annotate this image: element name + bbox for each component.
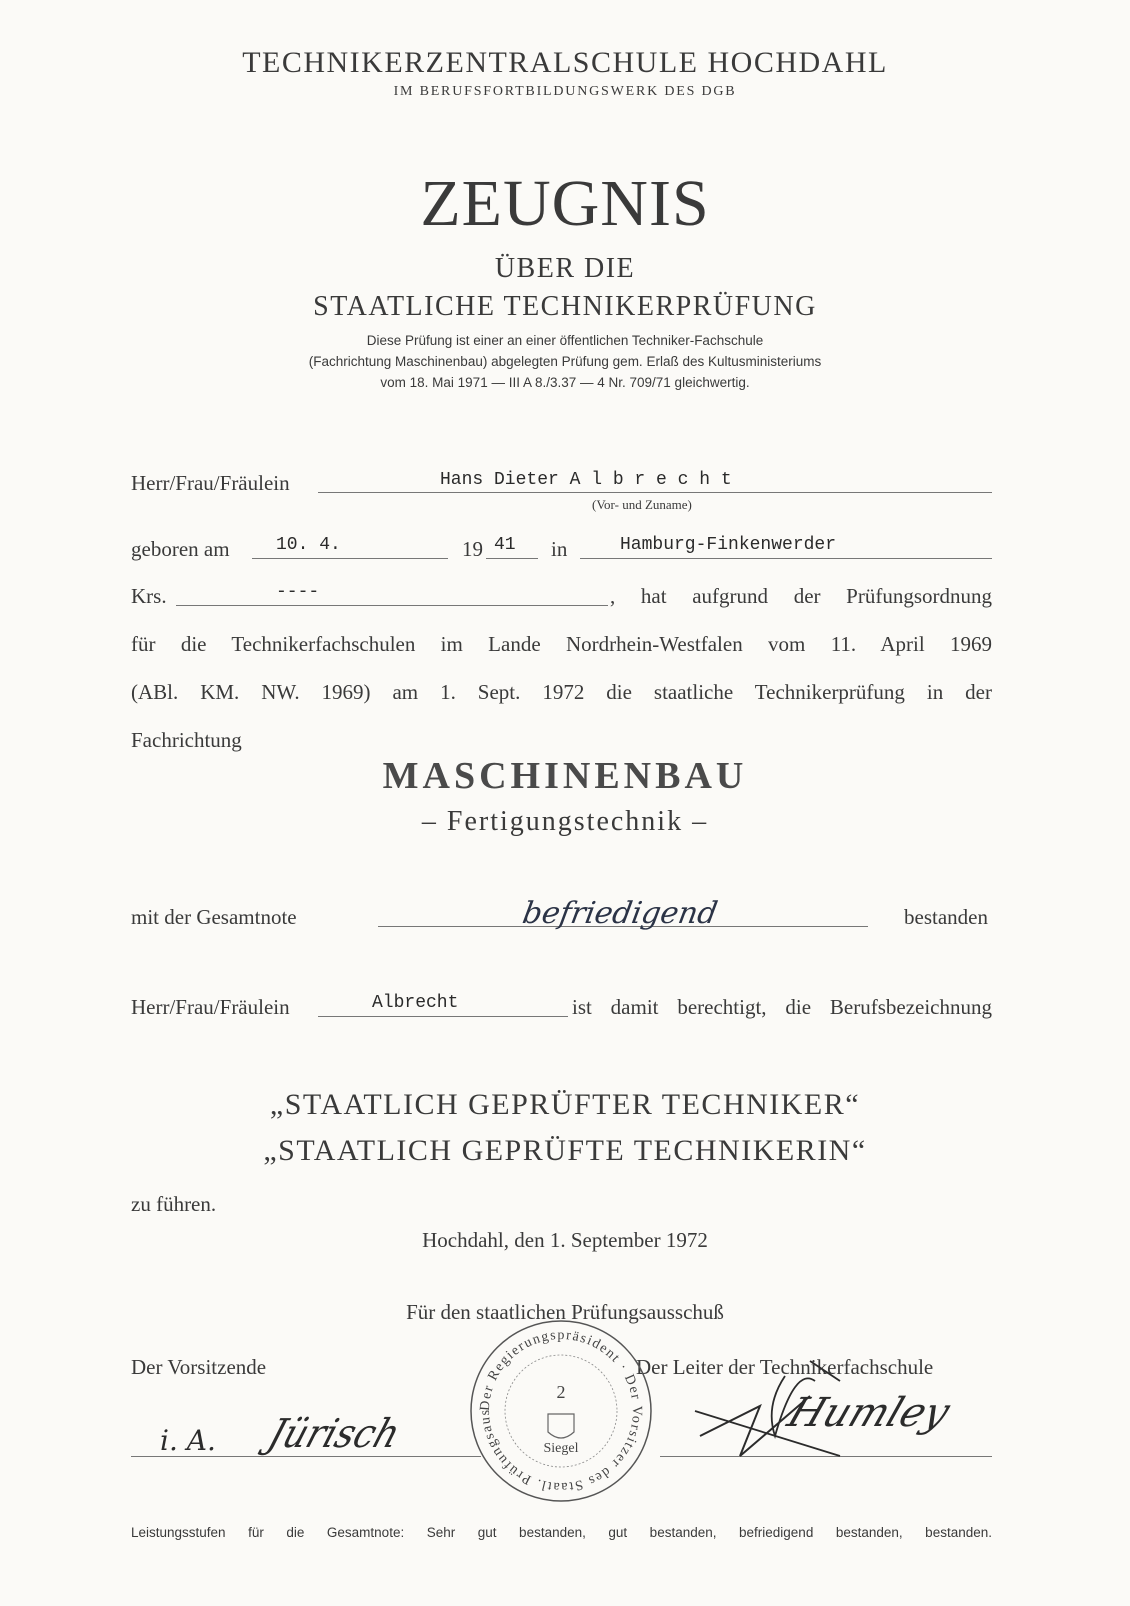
entitlement-label: Herr/Frau/Fräulein: [131, 995, 290, 1019]
notice-line-1: Diese Prüfung ist einer an einer öffentlichen Techniker-Fachschule: [366, 333, 764, 348]
notice-line-3: vom 18. Mai 1971 — III A 8./3.37 — 4 Nr. 709/71 gleichwertig.: [380, 375, 750, 390]
birthplace: Hamburg-Finkenwerder: [620, 535, 837, 555]
holder-surname: Albrecht: [372, 993, 459, 1013]
place-date: Hochdahl, den 1. September 1972: [422, 1228, 708, 1252]
born-day-month: 10. 4.: [276, 535, 341, 555]
committee-label: Für den staatlichen Prüfungsausschuß: [406, 1300, 724, 1324]
field-name: MASCHINENBAU: [382, 755, 748, 797]
year-underline: [486, 558, 538, 559]
title-line-1: ÜBER DIE: [494, 253, 636, 284]
name-hint: (Vor- und Zuname): [592, 497, 692, 512]
seal-number: 2: [556, 1382, 566, 1402]
closing-text: zu führen.: [131, 1192, 217, 1216]
krs-tail: , hat aufgrund der Prüfungsordnung: [610, 584, 992, 608]
surname-underline: [318, 1016, 568, 1017]
professional-title-male: „STAATLICH GEPRÜFTER TECHNIKER“: [269, 1088, 861, 1121]
school-name: TECHNIKERZENTRALSCHULE HOCHDAHL: [242, 46, 888, 79]
head-label: Der Leiter der Technikerfachschule: [636, 1355, 934, 1379]
school-subtitle: IM BERUFSFORTBILDUNGSWERK DES DGB: [393, 84, 737, 99]
krs-underline: [176, 605, 608, 606]
grade-value: befriedigend: [519, 896, 721, 931]
body-line-2: (ABl. KM. NW. 1969) am 1. Sept. 1972 die staatliche Technikerprüfung in der: [131, 680, 992, 704]
born-date-underline: [252, 558, 448, 559]
entitlement-tail: ist damit berechtigt, die Berufsbezeichnung: [572, 995, 992, 1019]
year-prefix: 19: [462, 537, 483, 561]
krs-label: Krs.: [131, 584, 167, 608]
holder-name: Hans Dieter A l b r e c h t: [440, 470, 732, 490]
grade-tail: bestanden: [904, 905, 988, 929]
official-seal: [468, 1318, 654, 1504]
salutation-label: Herr/Frau/Fräulein: [131, 471, 290, 495]
krs-value: ----: [276, 582, 320, 602]
birthplace-underline: [580, 558, 992, 559]
professional-title-female: „STAATLICH GEPRÜFTE TECHNIKERIN“: [263, 1134, 867, 1167]
seal-ring-text: Der Regierungspräsident · Der Vorsitzer des Staatl. Prüfungsaus: [477, 1327, 645, 1495]
chair-label: Der Vorsitzende: [131, 1355, 267, 1379]
coat-of-arms-icon: [548, 1414, 574, 1438]
grading-scale-footer: Leistungsstufen für die Gesamtnote: Sehr gut bestanden, gut bestanden, befriedigend bestanden, bestanden.: [131, 1525, 992, 1540]
body-line-1: für die Technikerfachschulen im Lande Nordrhein-Westfalen vom 11. April 1969: [131, 632, 992, 656]
seal-center-text: Siegel: [543, 1441, 579, 1456]
chair-signature: Jürisch: [262, 1411, 406, 1458]
svg-text:Der Regierungspräsident · Der: [468, 1318, 644, 1494]
title-line-2: STAATLICHE TECHNIKERPRÜFUNG: [313, 291, 817, 322]
grade-label: mit der Gesamtnote: [131, 905, 297, 929]
chair-signature-prefix: i. A.: [160, 1424, 216, 1457]
document-title: ZEUGNIS: [420, 167, 710, 240]
field-specialization: – Fertigungstechnik –: [421, 806, 709, 837]
notice-line-2: (Fachrichtung Maschinenbau) abgelegten Prüfung gem. Erlaß des Kultusministeriums: [308, 354, 822, 369]
born-label: geboren am: [131, 537, 230, 561]
birth-year: 41: [494, 535, 516, 555]
head-signature: Humley: [781, 1390, 957, 1436]
name-underline: [318, 492, 992, 493]
in-label: in: [551, 537, 568, 561]
seal-graphic: [468, 1318, 654, 1504]
body-line-3: Fachrichtung: [131, 728, 242, 752]
